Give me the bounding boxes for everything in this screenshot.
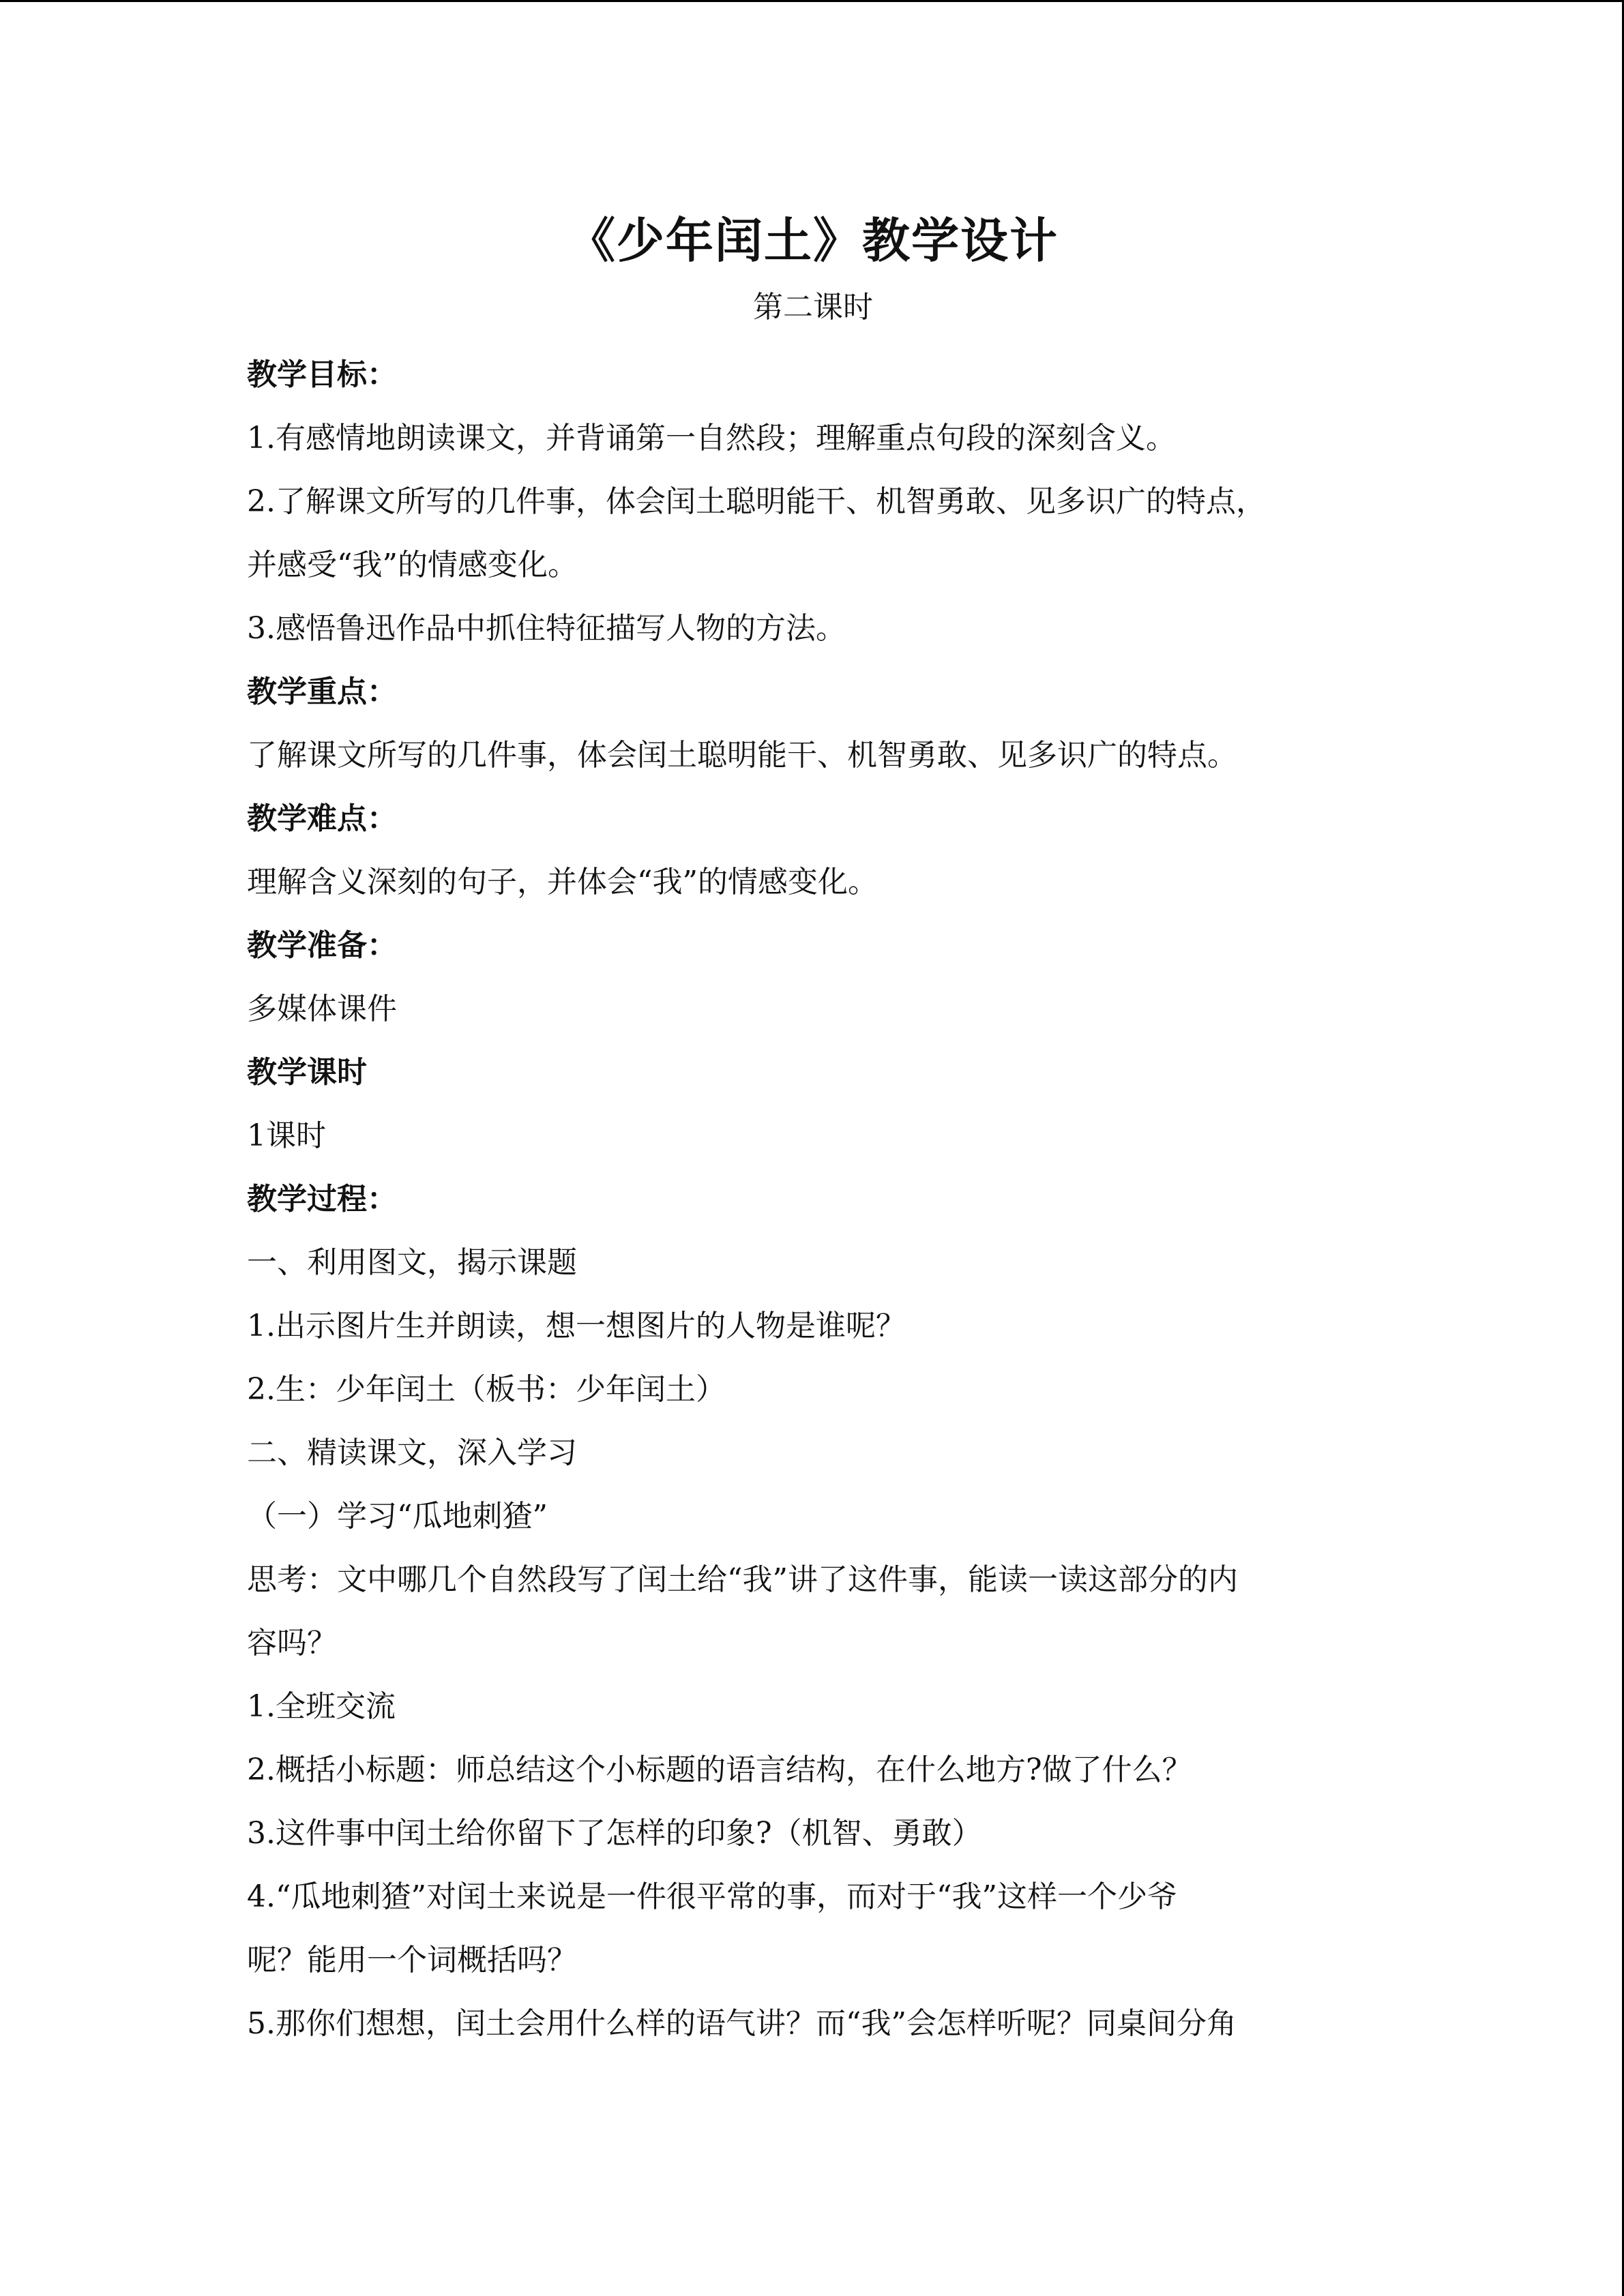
text-line: 2.概括小标题：师总结这个小标题的语言结构，在什么地方?做了什么？ bbox=[247, 1753, 1192, 1787]
text-line: 1.出示图片生并朗读，想一想图片的人物是谁呢？ bbox=[247, 1309, 906, 1343]
text-line: 呢？能用一个词概括吗？ bbox=[247, 1943, 577, 1978]
text-line: 1.有感情地朗读课文，并背诵第一自然段；理解重点句段的深刻含义。 bbox=[247, 421, 1176, 456]
document-lines bbox=[247, 343, 1379, 2055]
section-heading: 教学重点： bbox=[247, 674, 397, 709]
document-subtitle: 第二课时 bbox=[753, 290, 873, 325]
text-line: 了解课文所写的几件事，体会闰土聪明能干、机智勇敢、见多识广的特点。 bbox=[247, 738, 1237, 773]
text-line: 思考：文中哪几个自然段写了闰土给“我”讲了这件事，能读一读这部分的内 bbox=[247, 1562, 1238, 1597]
text-line: 4.“瓜地刺猹”对闰土来说是一件很平常的事，而对于“我”这样一个少爷 bbox=[247, 1879, 1177, 1914]
text-line: 5.那你们想想，闰土会用什么样的语气讲？而“我”会怎样听呢？同桌间分角 bbox=[247, 2006, 1237, 2041]
text-line: 并感受“我”的情感变化。 bbox=[247, 548, 578, 582]
text-line: 1课时 bbox=[247, 1118, 326, 1153]
text-line: 多媒体课件 bbox=[247, 992, 397, 1026]
section-heading: 教学过程： bbox=[247, 1182, 397, 1217]
text-line: 3.这件事中闰土给你留下了怎样的印象?（机智、勇敢） bbox=[247, 1816, 982, 1851]
section-heading: 教学课时 bbox=[247, 1055, 367, 1090]
text-line: 理解含义深刻的句子，并体会“我”的情感变化。 bbox=[247, 865, 878, 899]
section-heading: 教学目标： bbox=[247, 357, 397, 392]
text-line: 2.生：少年闰土（板书：少年闰土） bbox=[247, 1372, 726, 1407]
text-line: 容吗？ bbox=[247, 1626, 337, 1660]
section-heading: 教学难点： bbox=[247, 801, 397, 836]
document-body bbox=[247, 207, 1379, 2055]
text-line: 二、精读课文，深入学习 bbox=[247, 1435, 577, 1470]
text-line: 3.感悟鲁迅作品中抓住特征描写人物的方法。 bbox=[247, 611, 846, 646]
text-line: （一）学习“瓜地刺猹” bbox=[247, 1499, 548, 1534]
section-heading: 教学准备： bbox=[247, 928, 397, 963]
text-line: 一、利用图文，揭示课题 bbox=[247, 1245, 577, 1280]
text-line: 2.了解课文所写的几件事，体会闰土聪明能干、机智勇敢、见多识广的特点， bbox=[247, 484, 1266, 519]
document-title: 《少年闰土》教学设计 bbox=[567, 212, 1059, 269]
text-line: 1.全班交流 bbox=[247, 1689, 396, 1724]
